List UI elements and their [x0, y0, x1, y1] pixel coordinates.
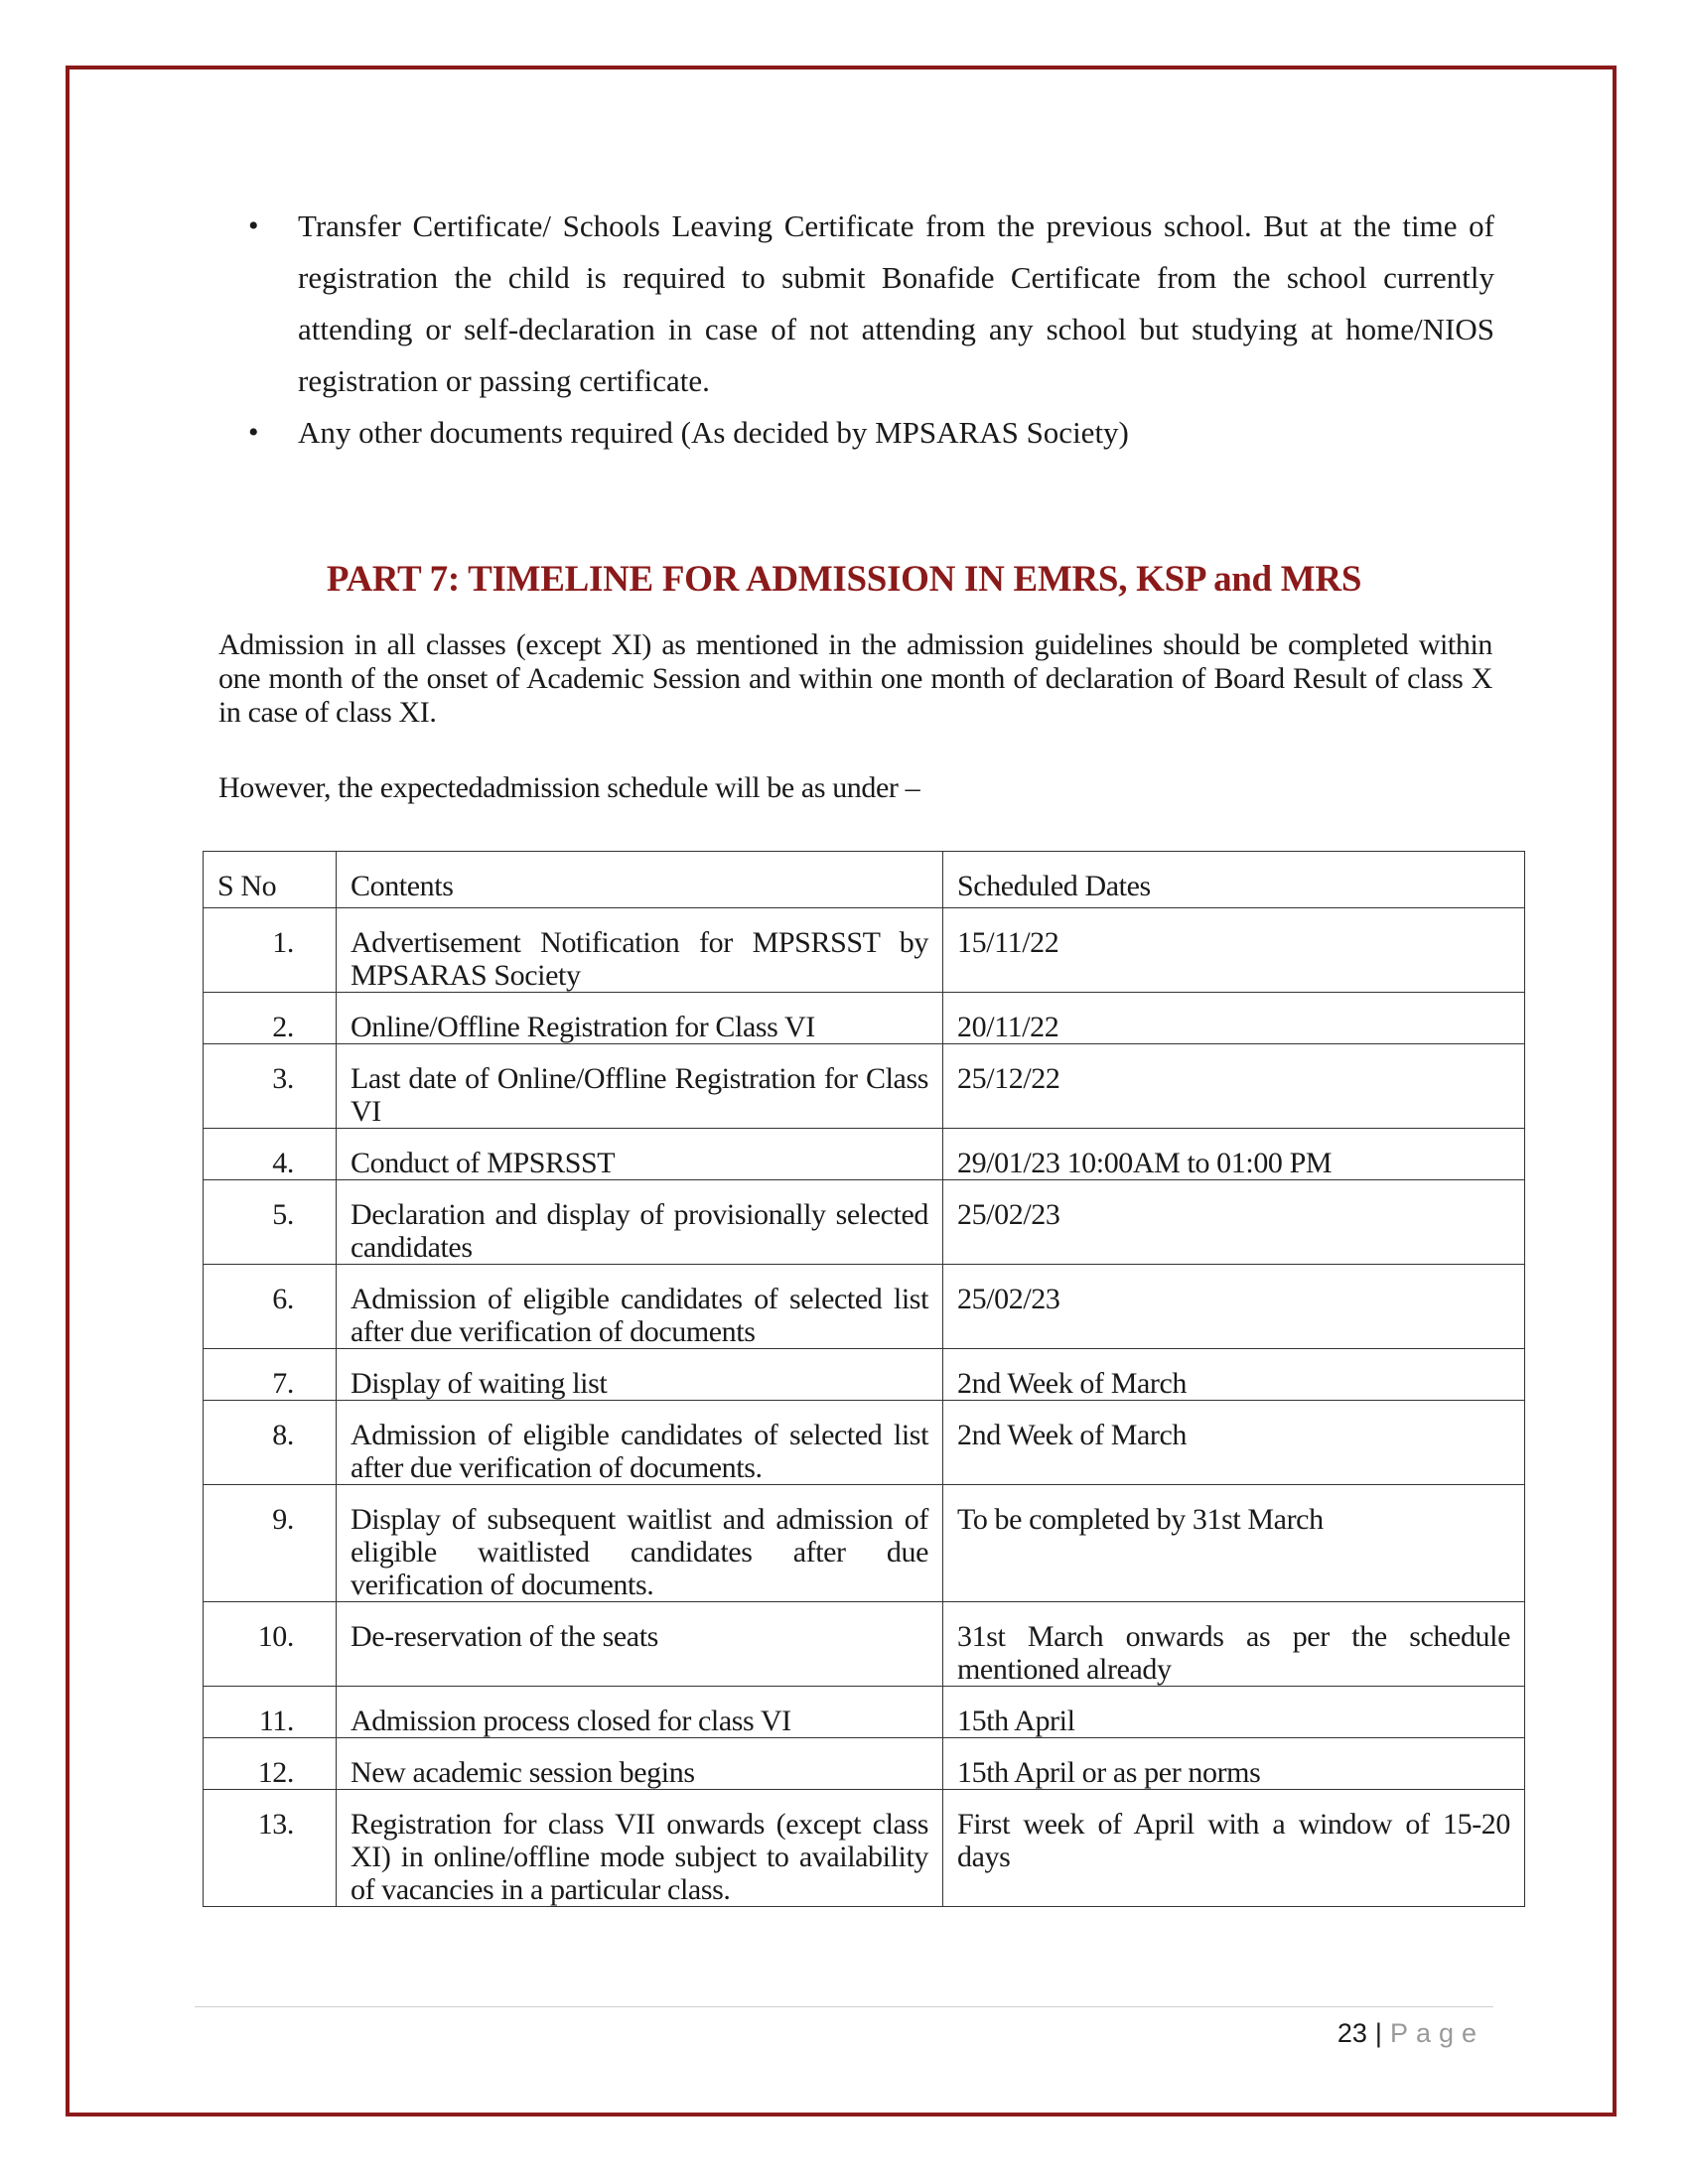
row-date: 31st March onwards as per the schedule mentioned already — [943, 1602, 1525, 1687]
requirements-bullet-list — [248, 201, 1494, 459]
row-content: De-reservation of the seats — [337, 1602, 943, 1687]
table-row — [204, 1738, 1525, 1790]
footer-separator: | — [1374, 2018, 1382, 2048]
row-sno: 4. — [204, 1129, 337, 1180]
row-content: Advertisement Notification for MPSRSST by MPSARAS Society — [337, 908, 943, 993]
table-row — [204, 1790, 1525, 1907]
row-content: Admission of eligible candidates of selected list after due verification of documents — [337, 1265, 943, 1349]
row-sno: 10. — [204, 1602, 337, 1687]
row-sno: 11. — [204, 1687, 337, 1738]
bullet-item: • Any other documents required (As decided by MPSARAS Society) — [248, 407, 1494, 459]
table-row — [204, 1349, 1525, 1401]
row-sno: 9. — [204, 1485, 337, 1602]
table-row — [204, 1485, 1525, 1602]
row-sno: 3. — [204, 1044, 337, 1129]
row-sno: 1. — [204, 908, 337, 993]
table-row — [204, 1180, 1525, 1265]
row-content: Declaration and display of provisionally selected candidates — [337, 1180, 943, 1265]
footer-divider — [195, 2006, 1493, 2007]
table-row — [204, 1265, 1525, 1349]
table-header-row — [204, 852, 1525, 908]
table-row — [204, 908, 1525, 993]
row-content: Last date of Online/Offline Registration for Class VI — [337, 1044, 943, 1129]
header-sno: S No — [204, 852, 337, 908]
row-content: Admission of eligible candidates of selected list after due verification of documents. — [337, 1401, 943, 1485]
row-date: 25/02/23 — [943, 1265, 1525, 1349]
row-sno: 6. — [204, 1265, 337, 1349]
header-scheduled-dates: Scheduled Dates — [943, 852, 1525, 908]
intro-paragraph: Admission in all classes (except XI) as mentioned in the admission guidelines should be completed within one month of the onset of Academic Session and within one month of declaration of Board Result of class X in case of class XI. — [218, 628, 1492, 729]
row-content: Admission process closed for class VI — [337, 1687, 943, 1738]
table-row — [204, 1044, 1525, 1129]
row-content: New academic session begins — [337, 1738, 943, 1790]
row-content: Registration for class VII onwards (except class XI) in online/offline mode subject to availability of vacancies in a particular class. — [337, 1790, 943, 1907]
table-row — [204, 1687, 1525, 1738]
row-content: Display of subsequent waitlist and admission of eligible waitlisted candidates after due verification of documents. — [337, 1485, 943, 1602]
row-content: Online/Offline Registration for Class VI — [337, 993, 943, 1044]
row-sno: 2. — [204, 993, 337, 1044]
row-date: 25/12/22 — [943, 1044, 1525, 1129]
schedule-lead-text: However, the expectedadmission schedule will be as under – — [218, 771, 920, 804]
row-date: 15/11/22 — [943, 908, 1525, 993]
row-date: 2nd Week of March — [943, 1401, 1525, 1485]
row-date: To be completed by 31st March — [943, 1485, 1525, 1602]
bullet-item: • Transfer Certificate/ Schools Leaving Certificate from the previous school. But at the time of registration the child is required to submit Bonafide Certificate from the school currently attending or self-declaration in case of not attending any school but studying at home/NIOS registration or passing certificate. — [248, 201, 1494, 407]
page-label: Page — [1389, 2018, 1484, 2048]
table-row — [204, 1401, 1525, 1485]
row-date: 15th April — [943, 1687, 1525, 1738]
row-date: 15th April or as per norms — [943, 1738, 1525, 1790]
row-date: 29/01/23 10:00AM to 01:00 PM — [943, 1129, 1525, 1180]
table-body — [204, 908, 1525, 1907]
row-date: 25/02/23 — [943, 1180, 1525, 1265]
row-sno: 8. — [204, 1401, 337, 1485]
page-number: 23 — [1336, 2018, 1367, 2048]
page-footer — [1337, 2018, 1484, 2049]
row-date: 20/11/22 — [943, 993, 1525, 1044]
row-content: Display of waiting list — [337, 1349, 943, 1401]
row-date: 2nd Week of March — [943, 1349, 1525, 1401]
row-sno: 12. — [204, 1738, 337, 1790]
table-row — [204, 993, 1525, 1044]
table-row — [204, 1602, 1525, 1687]
header-contents: Contents — [337, 852, 943, 908]
table-row — [204, 1129, 1525, 1180]
row-sno: 7. — [204, 1349, 337, 1401]
admission-timeline-table — [203, 851, 1525, 1907]
row-sno: 5. — [204, 1180, 337, 1265]
row-content: Conduct of MPSRSST — [337, 1129, 943, 1180]
row-sno: 13. — [204, 1790, 337, 1907]
section-heading: PART 7: TIMELINE FOR ADMISSION IN EMRS, KSP and MRS — [326, 559, 1362, 600]
row-date: First week of April with a window of 15-20 days — [943, 1790, 1525, 1907]
